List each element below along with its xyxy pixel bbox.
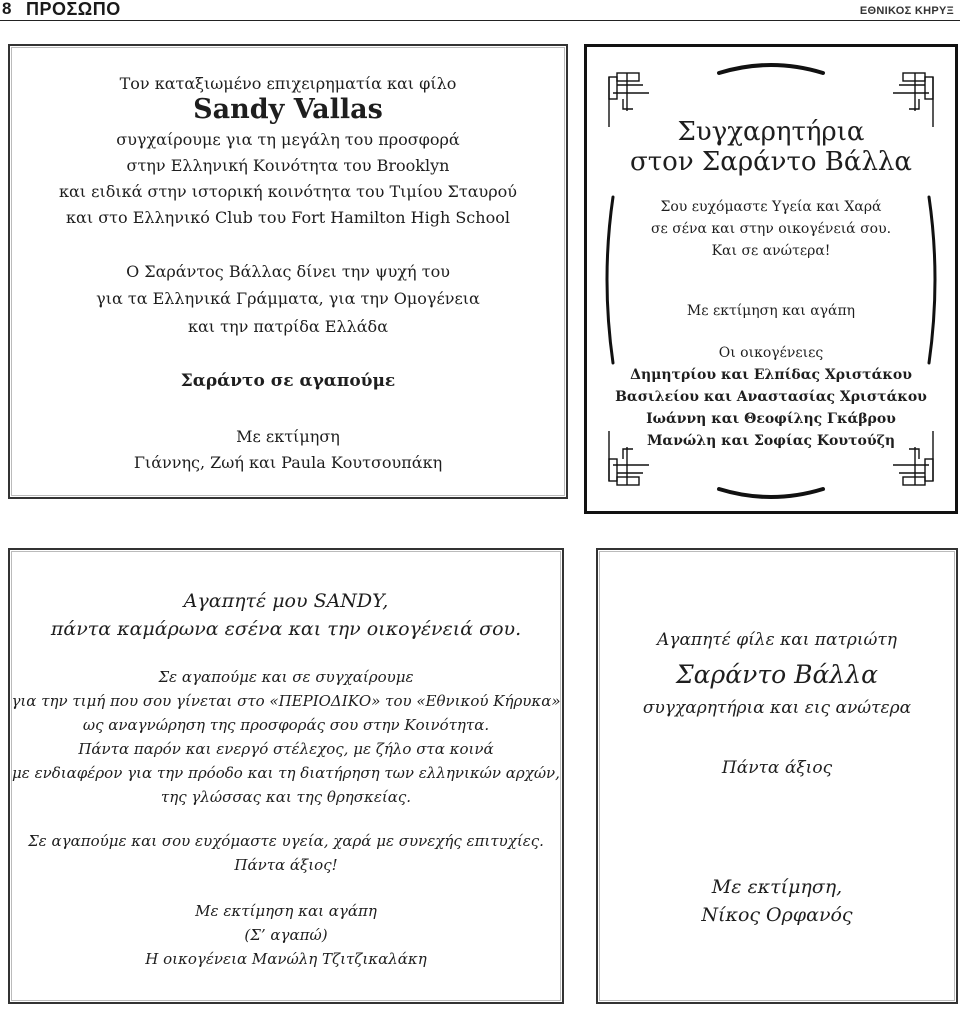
- greeting-line: Αγαπητέ μου SANDY,: [183, 590, 389, 612]
- greeting-line: πάντα καμάρωνα εσένα και την οικογένειά σου.: [50, 618, 522, 640]
- body-line: με ενδιαφέρον για την πρόοδο και τη διατήρηση των ελληνικών αρχών,: [12, 764, 560, 782]
- wish-line: σε σένα και στην οικογένειά σου.: [650, 221, 892, 237]
- love-line: (Σ’ αγαπώ): [244, 926, 328, 944]
- header-rule: [0, 20, 960, 21]
- congrats-line: συγχαίρουμε για τη μεγάλη του προσφορά: [116, 130, 460, 149]
- bottom-arc-ornament: [719, 489, 823, 497]
- body-line: ως αναγνώρηση της προσφοράς σου στην Κοινότητα.: [82, 716, 490, 734]
- top-arc-ornament: [719, 65, 823, 73]
- wish-line: Σε αγαπούμε και σου ευχόμαστε υγεία, χαρά με συνεχής επιτυχίες.: [28, 832, 544, 850]
- body-line: Σε αγαπούμε και σε συγχαίρουμε: [158, 668, 414, 686]
- family-line: Μανώλη και Σοφίας Κουτούζη: [646, 433, 896, 449]
- page-header: [0, 0, 960, 24]
- tribute-line: και την πατρίδα Ελλάδα: [188, 317, 388, 336]
- body-line: Πάντα παρόν και ενεργό στέλεχος, με ζήλο στα κοινά: [78, 740, 494, 758]
- respect-line: Με εκτίμηση και αγάπη: [195, 902, 377, 920]
- tribute-line: Ο Σαράντος Βάλλας δίνει την ψυχή του: [126, 262, 450, 281]
- ad-box-koutsoupakis: [8, 44, 568, 499]
- family-line: Δημητρίου και Ελπίδας Χριστάκου: [630, 367, 912, 383]
- congrats-line: και στο Ελληνικό Club του Fort Hamilton High School: [66, 208, 510, 227]
- wish-line: Σου ευχόμαστε Υγεία και Χαρά: [660, 199, 882, 215]
- wish-line: Και σε ανώτερα!: [711, 243, 831, 259]
- worthy-line: Πάντα άξιος: [721, 758, 833, 778]
- respect-line: Με εκτίμηση,: [711, 876, 843, 898]
- ad-box-tzitzikalakis: [8, 548, 564, 1004]
- signature-line: Νίκος Ορφανός: [701, 904, 853, 926]
- body-line: της γλώσσας και της θρησκείας.: [160, 788, 412, 806]
- ad-box-christakos: [584, 44, 958, 514]
- congrats-line: και ειδικά στην ιστορική κοινότητα του Τιμίου Σταυρού: [59, 182, 517, 201]
- ad-box-orfanos: [596, 548, 958, 1004]
- body-line: για την τιμή που σου γίνεται στο «ΠΕΡΙΟΔΙΚΟ» του «Εθνικού Κήρυκα»: [11, 692, 561, 710]
- families-label: Οι οικογένειες: [718, 345, 824, 361]
- family-line: Βασιλείου και Αναστασίας Χριστάκου: [615, 389, 927, 405]
- title-line: στον Σαράντο Βάλλα: [630, 147, 912, 177]
- page-number: 8: [2, 0, 12, 18]
- newspaper-name: ΕΘΝΙΚΟΣ ΚΗΡΥΞ: [859, 5, 954, 17]
- signature-line: Η οικογένεια Μανώλη Τζιτζικαλάκη: [145, 950, 427, 968]
- respect-line: Με εκτίμηση και αγάπη: [686, 303, 856, 319]
- family-line: Ιωάννη και Θεοφίλης Γκάβρου: [646, 411, 896, 427]
- respect-line: Με εκτίμηση: [236, 427, 340, 446]
- tribute-line: για τα Ελληνικά Γράμματα, για την Ομογένεια: [96, 289, 480, 308]
- honoree-name: Sandy Vallas: [193, 94, 383, 125]
- title-line: Συγχαρητήρια: [677, 117, 865, 147]
- greeting-line: Αγαπητέ φίλε και πατριώτη: [657, 630, 897, 650]
- congrats-line: στην Ελληνική Κοινότητα του Brooklyn: [126, 156, 450, 175]
- signature-line: Γιάννης, Ζωή και Paula Κουτσουπάκη: [133, 453, 443, 472]
- forever-line: Πάντα άξιος!: [234, 856, 338, 874]
- intro-line: Τον καταξιωμένο επιχειρηματία και φίλο: [119, 74, 457, 93]
- congrats-line: συγχαρητήρια και εις ανώτερα: [642, 698, 912, 718]
- honoree-name: Σαράντο Βάλλα: [676, 660, 878, 689]
- love-line: Σαράντο σε αγαπούμε: [180, 371, 396, 391]
- section-title: ΠΡΟΣΩΠΟ: [26, 0, 121, 19]
